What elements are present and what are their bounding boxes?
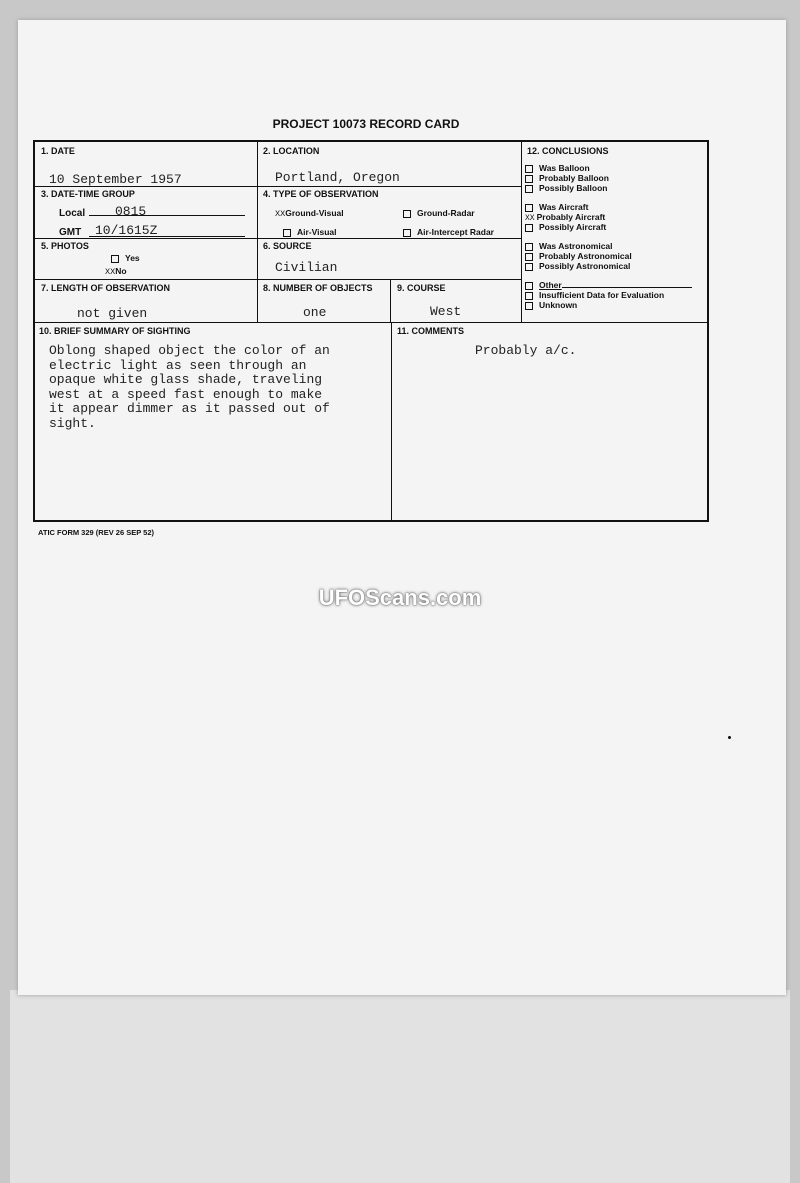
conclusion-mark: XX (525, 214, 535, 223)
conclusion-label: Probably Balloon (539, 173, 609, 183)
photos-label: 5. PHOTOS (41, 241, 89, 251)
conclusion-item (525, 183, 608, 193)
checkbox-icon (525, 185, 533, 193)
conclusion-label: Insufficient Data for Evaluation (539, 290, 665, 300)
checkbox-icon (525, 224, 533, 232)
conclusion-item (525, 280, 692, 290)
type-air-visual-label: Air-Visual (297, 227, 337, 237)
type-ground-radar-label: Ground-Radar (417, 208, 475, 218)
source-value: Civilian (275, 260, 338, 275)
photos-no (105, 266, 127, 277)
comments-value: Probably a/c. (475, 343, 577, 358)
conclusion-item (525, 222, 606, 232)
checkbox-icon (525, 165, 533, 173)
watermark: UFOScans.com (318, 585, 482, 610)
local-value: 0815 (115, 204, 147, 219)
page-title: PROJECT 10073 RECORD CARD (272, 117, 460, 131)
conclusion-item (525, 163, 590, 173)
dtg-label: 3. DATE-TIME GROUP (41, 189, 135, 199)
conclusion-label: Probably Astronomical (539, 251, 632, 261)
local-underline (89, 215, 245, 216)
local-label: Local (59, 208, 86, 219)
divider (257, 142, 258, 322)
comments-label: 11. COMMENTS (397, 326, 465, 336)
type-air-intercept-label: Air-Intercept Radar (417, 227, 494, 237)
conclusion-label: Possibly Aircraft (539, 222, 607, 232)
location-value: Portland, Oregon (275, 170, 400, 185)
type-mark: XX (275, 209, 286, 219)
type-air-intercept (403, 227, 494, 237)
type-ground-visual (275, 208, 344, 219)
divider (391, 322, 392, 522)
conclusion-label: Was Astronomical (539, 241, 613, 251)
photos-yes (111, 253, 140, 263)
conclusion-item (525, 290, 664, 300)
divider (35, 279, 521, 280)
conclusion-label: Possibly Balloon (539, 183, 608, 193)
location-label: 2. LOCATION (263, 146, 320, 156)
checkbox-icon (525, 263, 533, 271)
type-label: 4. TYPE OF OBSERVATION (263, 189, 379, 199)
checkbox-icon (525, 253, 533, 261)
objects-value: one (303, 305, 327, 320)
checkbox-icon (525, 204, 533, 212)
photos-no-label: No (115, 266, 127, 276)
type-ground-visual-label: Ground-Visual (285, 208, 344, 218)
checkbox-icon (525, 175, 533, 183)
conclusion-label: Other (539, 280, 562, 290)
checkbox-icon (525, 243, 533, 251)
photos-yes-label: Yes (125, 253, 140, 263)
divider (35, 238, 521, 239)
conclusion-item (525, 261, 630, 271)
photos-mark: XX (105, 267, 116, 277)
course-value: West (430, 304, 462, 319)
conclusion-label: Probably Aircraft (536, 212, 606, 222)
record-card (33, 140, 709, 522)
gmt-label: GMT (59, 227, 82, 238)
date-label: 1. DATE (41, 146, 75, 156)
divider (521, 142, 522, 322)
length-value: not given (77, 306, 148, 321)
checkbox-icon (111, 255, 119, 263)
checkbox-icon (525, 292, 533, 300)
underlying-page (10, 990, 790, 1183)
checkbox-icon (403, 229, 411, 237)
objects-label: 8. NUMBER OF OBJECTS (263, 283, 373, 293)
conclusion-label: Was Balloon (539, 163, 590, 173)
conclusion-item (525, 173, 609, 183)
checkbox-icon (283, 229, 291, 237)
source-label: 6. SOURCE (263, 241, 312, 251)
conclusion-item (525, 300, 577, 310)
conclusions-label: 12. CONCLUSIONS (527, 146, 609, 156)
conclusion-item (525, 251, 632, 261)
conclusion-label: Was Aircraft (539, 202, 589, 212)
gmt-value: 10/1615Z (95, 223, 158, 238)
form-id: ATIC FORM 329 (REV 26 SEP 52) (38, 528, 155, 537)
conclusion-item (525, 202, 588, 212)
checkbox-icon (525, 282, 533, 290)
conclusion-item (525, 241, 613, 251)
divider (35, 322, 709, 323)
type-air-visual (283, 227, 337, 237)
summary-value: Oblong shaped object the color of an electric light as seen through an opaque white glass shade, traveling west at a speed fast enough to make it appear dimmer as it passed out of sight. (49, 343, 330, 431)
divider (390, 279, 391, 322)
conclusion-label: Unknown (539, 300, 578, 310)
length-label: 7. LENGTH OF OBSERVATION (41, 283, 171, 293)
date-value: 10 September 1957 (49, 172, 182, 187)
course-label: 9. COURSE (397, 283, 446, 293)
type-ground-radar (403, 208, 475, 218)
conclusion-label: Possibly Astronomical (539, 261, 631, 271)
summary-label: 10. BRIEF SUMMARY OF SIGHTING (39, 326, 191, 336)
speck (728, 736, 731, 739)
checkbox-icon (403, 210, 411, 218)
other-underline (562, 287, 692, 288)
checkbox-icon (525, 302, 533, 310)
